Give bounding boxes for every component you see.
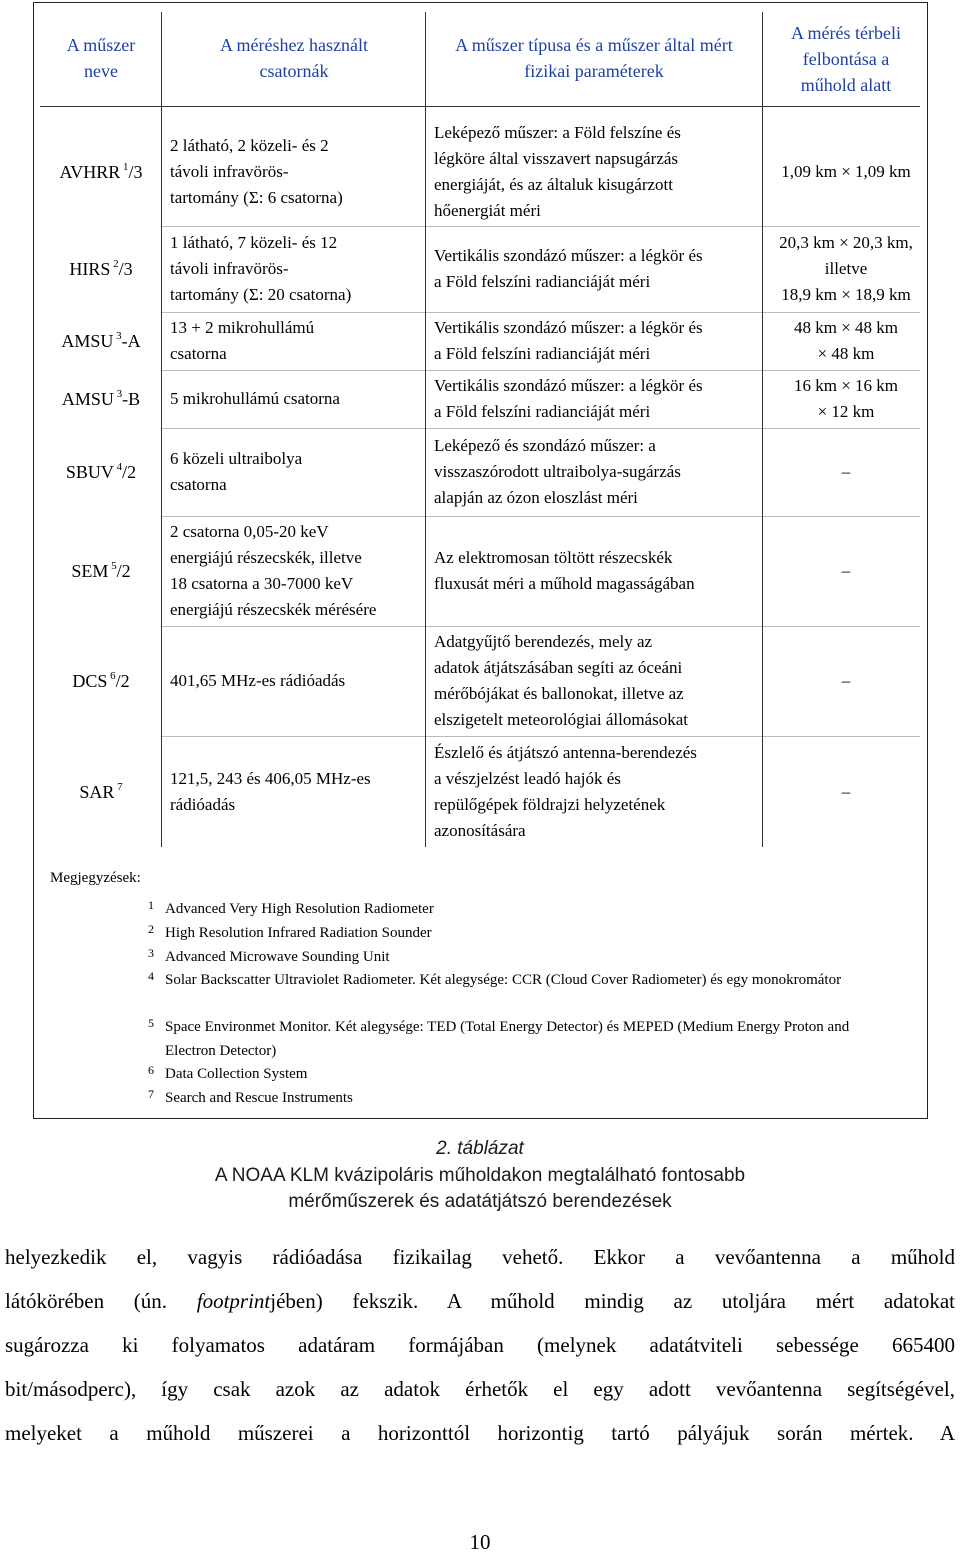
body-line: helyezkedik el, vagyis rádióadása fizikailag vehető. Ekkor a vevőantenna a műhold: [5, 1245, 955, 1269]
instrument-name: AMSU $^3$-A: [61, 330, 141, 351]
channels-cell-line: csatorna: [170, 344, 227, 363]
channels-cell-line: 18 csatorna a 30-7000 keV: [170, 574, 354, 593]
channels-cell: [170, 133, 423, 211]
footnote-text: Solar Backscatter Ultraviolet Radiometer. Két alegysége: CCR (Cloud Cover Radiometer) és egy monokromátor: [165, 972, 842, 988]
footnote-item: [148, 968, 865, 992]
channels-cell: [170, 230, 423, 308]
footnote-number: 3: [148, 946, 154, 960]
footnote-item: [148, 897, 865, 921]
footnote-number: 2: [148, 922, 154, 936]
type-cell-line: Az elektromosan töltött részecskék: [434, 548, 673, 567]
channels-cell-line: 13 + 2 mikrohullámú: [170, 318, 315, 337]
resolution-cell: [766, 668, 926, 694]
footnote-text: Search and Rescue Instruments: [165, 1090, 353, 1106]
type-cell-line: Leképező és szondázó műszer: a: [434, 436, 656, 455]
channels-cell-line: 1 látható, 7 közeli- és 12: [170, 233, 338, 252]
channels-cell-line: távoli infravörös-: [170, 162, 289, 181]
channels-cell: [170, 446, 423, 498]
type-cell-line: repülőgépek földrajzi helyzetének: [434, 795, 666, 814]
instrument-name: AMSU $^3$-B: [61, 388, 141, 409]
footnote-item: [148, 1086, 865, 1110]
type-cell-line: a Föld felszíni radianciáját méri: [434, 402, 651, 421]
table-caption-title-1: A NOAA KLM kvázipoláris műholdakon megtalálható fontosabb: [214, 1165, 746, 1186]
channels-cell-line: energiájú részecskék mérésére: [170, 600, 377, 619]
row-divider: [162, 370, 425, 371]
resolution-cell-line: 48 km × 48 km: [793, 318, 899, 337]
body-line: látókörében (ún. footprintjében) fekszik. A műhold mindig az utoljára mért adatokat: [5, 1289, 955, 1313]
type-cell-line: energiáját, és az általuk kisugárzott: [434, 175, 674, 194]
footnote-text: Data Collection System: [165, 1066, 308, 1082]
resolution-cell: [766, 230, 926, 308]
type-cell: [434, 373, 760, 425]
row-divider: [426, 226, 762, 227]
type-cell-line: elszigetelt meteorológiai állomásokat: [434, 710, 688, 729]
type-cell-line: a vészjelzést leadó hajók és: [434, 769, 621, 788]
footnote-text: Space Environmet Monitor. Két alegysége: TED (Total Energy Detector) és MEPED (Medium Energy Proton and Electron Detector): [165, 1019, 850, 1059]
page-number: 10: [469, 1530, 491, 1554]
footnote-text: High Resolution Infrared Radiation Sounder: [165, 925, 432, 941]
type-cell-line: Vertikális szondázó műszer: a légkör és: [434, 246, 703, 265]
type-cell-line: fluxusát méri a műhold magasságában: [434, 574, 695, 593]
resolution-cell: [766, 779, 926, 805]
instrument-name: HIRS $^2$/3: [69, 258, 133, 279]
type-cell: [434, 120, 760, 224]
resolution-cell-line: × 48 km: [817, 344, 875, 363]
channels-cell-line: 5 mikrohullámú csatorna: [170, 389, 340, 408]
instrument-name: DCS $^6$/2: [72, 670, 130, 691]
footnote-item: [148, 1062, 865, 1086]
resolution-cell-line: –: [841, 462, 851, 481]
type-cell-line: Észlelő és átjátszó antenna-berendezés: [434, 743, 697, 762]
row-divider: [763, 428, 920, 429]
column-divider: [762, 12, 763, 847]
type-cell: [434, 545, 760, 597]
resolution-cell-line: 18,9 km × 18,9 km: [781, 285, 911, 304]
footnote-text: Advanced Microwave Sounding Unit: [165, 949, 390, 965]
channels-cell-line: csatorna: [170, 475, 227, 494]
footnote-number: 7: [148, 1087, 154, 1101]
resolution-cell-line: × 12 km: [817, 402, 875, 421]
header-divider: [40, 106, 920, 107]
type-cell-line: visszaszórodott ultraibolya-sugárzás: [434, 462, 681, 481]
instrument-name: SBUV $^4$/2: [65, 461, 137, 482]
row-divider: [763, 370, 920, 371]
header-resolution: A mérés térbeli felbontása a műhold alatt: [791, 23, 901, 95]
row-divider: [162, 428, 425, 429]
footnote-text: Advanced Very High Resolution Radiometer: [165, 901, 434, 917]
footnote-number: 5: [148, 1016, 154, 1030]
type-cell-line: Leképező műszer: a Föld felszíne és: [434, 123, 681, 142]
body-line: sugározza ki folyamatos adatáram formájában (melynek adatátviteli sebessége 665400: [5, 1333, 955, 1357]
channels-cell-line: 401,65 MHz-es rádióadás: [170, 671, 346, 690]
footnote-number: 4: [148, 969, 154, 983]
resolution-cell-line: illetve: [824, 259, 868, 278]
type-cell-line: a Föld felszíni radianciáját méri: [434, 344, 651, 363]
column-divider: [161, 12, 162, 847]
row-divider: [763, 312, 920, 313]
channels-cell-line: tartomány (Σ: 6 csatorna): [170, 188, 343, 207]
resolution-cell-line: 16 km × 16 km: [793, 376, 899, 395]
resolution-cell-line: 1,09 km × 1,09 km: [781, 162, 911, 181]
footnote-item: [148, 1015, 865, 1063]
type-cell-line: alapján az ózon eloszlást méri: [434, 488, 638, 507]
notes-title: Megjegyzések:: [50, 870, 141, 886]
header-type: A műszer típusa és a műszer által mért fizikai paraméterek: [455, 35, 733, 81]
footnote-item: [148, 945, 865, 969]
row-divider: [763, 516, 920, 517]
instrument-name: SEM $^5$/2: [71, 560, 131, 581]
column-divider: [425, 12, 426, 847]
header-channels: A méréshez használt csatornák: [220, 35, 368, 81]
channels-cell: [170, 315, 423, 367]
channels-cell: [170, 386, 423, 412]
channels-cell: [170, 766, 423, 818]
row-divider: [426, 312, 762, 313]
type-cell-line: Vertikális szondázó műszer: a légkör és: [434, 318, 703, 337]
row-divider: [162, 736, 425, 737]
type-cell: [434, 243, 760, 295]
resolution-cell: [766, 159, 926, 185]
channels-cell-line: 6 közeli ultraibolya: [170, 449, 303, 468]
type-cell: [434, 740, 760, 844]
type-cell-line: Vertikális szondázó műszer: a légkör és: [434, 376, 703, 395]
row-divider: [426, 428, 762, 429]
row-divider: [426, 626, 762, 627]
body-line: melyeket a műhold műszerei a horizonttól horizontig tartó pályájuk során mértek. A: [5, 1421, 955, 1445]
table-caption-number: 2. táblázat: [436, 1138, 524, 1159]
row-divider: [162, 516, 425, 517]
header-name: A műszer neve: [66, 35, 136, 81]
row-divider: [426, 516, 762, 517]
instrument-name: AVHRR $^1$/3: [59, 161, 143, 182]
channels-cell-line: 121,5, 243 és 406,05 MHz-es: [170, 769, 371, 788]
resolution-cell: [766, 373, 926, 425]
body-line: bit/másodperc), így csak azok az adatok érhetők el egy adott vevőantenna segítségével,: [5, 1377, 955, 1401]
resolution-cell-line: –: [841, 561, 851, 580]
row-divider: [763, 626, 920, 627]
instrument-name: SAR $^7$: [79, 781, 123, 802]
type-cell-line: mérőbójákat és ballonokat, illetve az: [434, 684, 684, 703]
type-cell-line: hőenergiát méri: [434, 201, 541, 220]
table-caption-title-2: mérőműszerek és adatátjátszó berendezések: [288, 1191, 672, 1212]
footnote-number: 6: [148, 1063, 154, 1077]
channels-cell: [170, 668, 423, 694]
row-divider: [162, 626, 425, 627]
type-cell: [434, 315, 760, 367]
type-cell-line: légköre által visszavert napsugárzás: [434, 149, 679, 168]
resolution-cell: [766, 558, 926, 584]
footnote-item: [148, 921, 865, 945]
resolution-cell-line: 20,3 km × 20,3 km,: [779, 233, 913, 252]
type-cell-line: a Föld felszíni radianciáját méri: [434, 272, 651, 291]
channels-cell-line: rádióadás: [170, 795, 236, 814]
resolution-cell-line: –: [841, 671, 851, 690]
footnote-number: 1: [148, 898, 154, 912]
type-cell: [434, 629, 760, 733]
channels-cell: [170, 519, 423, 623]
channels-cell-line: távoli infravörös-: [170, 259, 289, 278]
resolution-cell-line: –: [841, 782, 851, 801]
row-divider: [426, 736, 762, 737]
body-paragraph: [5, 1235, 955, 1455]
row-divider: [763, 736, 920, 737]
type-cell-line: adatok átjátszásában segíti az óceáni: [434, 658, 683, 677]
row-divider: [162, 312, 425, 313]
channels-cell-line: energiájú részecskék, illetve: [170, 548, 362, 567]
type-cell-line: azonosítására: [434, 821, 526, 840]
type-cell: [434, 433, 760, 511]
type-cell-line: Adatgyűjtő berendezés, mely az: [434, 632, 653, 651]
resolution-cell: [766, 459, 926, 485]
resolution-cell: [766, 315, 926, 367]
channels-cell-line: 2 látható, 2 közeli- és 2: [170, 136, 329, 155]
channels-cell-line: tartomány (Σ: 20 csatorna): [170, 285, 352, 304]
row-divider: [162, 226, 425, 227]
channels-cell-line: 2 csatorna 0,05-20 keV: [170, 522, 329, 541]
row-divider: [763, 226, 920, 227]
row-divider: [426, 370, 762, 371]
